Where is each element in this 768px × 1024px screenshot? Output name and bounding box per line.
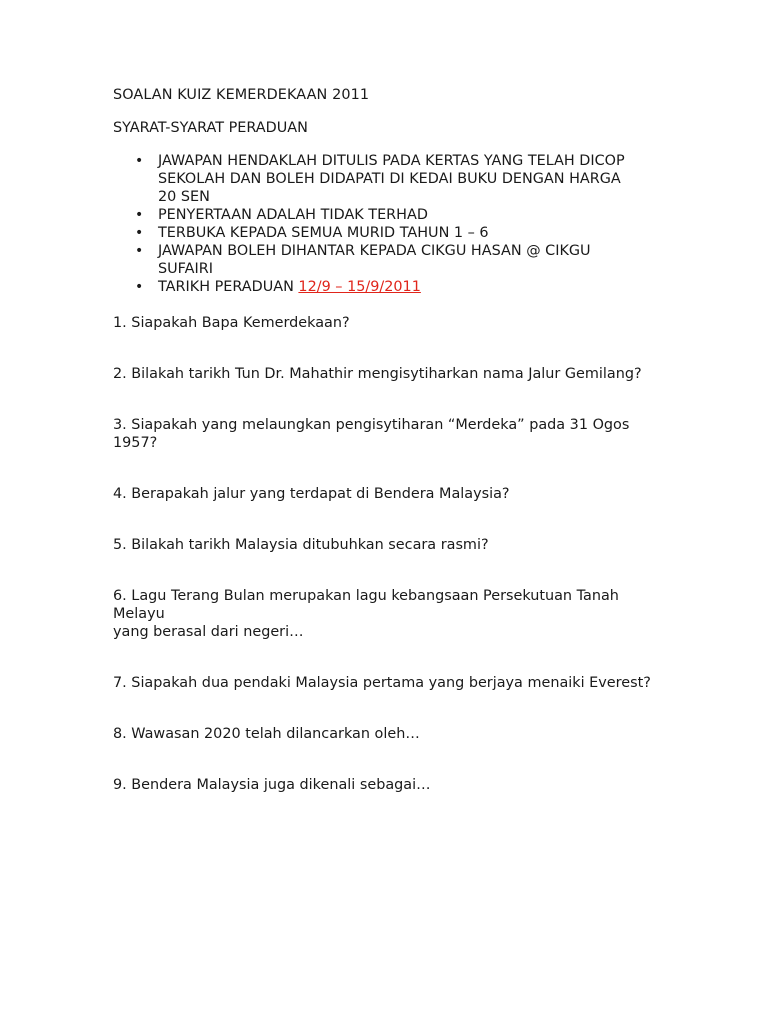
rule-item — [113, 242, 673, 278]
rule-text: JAWAPAN BOLEH DIHANTAR KEPADA CIKGU HASAN @ CIKGU SUFAIRI — [158, 243, 591, 277]
date-rule-label: TARIKH PERADUAN — [158, 279, 299, 295]
document-page — [113, 86, 673, 827]
question-item: 5. Bilakah tarikh Malaysia ditubuhkan secara rasmi? — [113, 537, 489, 553]
rules-list — [113, 152, 673, 296]
question-item: 2. Bilakah tarikh Tun Dr. Mahathir mengisytiharkan nama Jalur Gemilang? — [113, 366, 642, 382]
question-item: 3. Siapakah yang melaungkan pengisytiharan “Merdeka” pada 31 Ogos 1957? — [113, 417, 630, 451]
rules-heading: SYARAT-SYARAT PERADUAN — [113, 120, 308, 136]
rule-text — [158, 278, 628, 296]
question-item: 1. Siapakah Bapa Kemerdekaan? — [113, 315, 350, 331]
bullet-icon: • — [135, 225, 144, 241]
rule-text: JAWAPAN HENDAKLAH DITULIS PADA KERTAS YANG TELAH DICOP SEKOLAH DAN BOLEH DIDAPATI DI KEDAI BUKU DENGAN HARGA 20 SEN — [158, 153, 625, 205]
document-title: SOALAN KUIZ KEMERDEKAAN 2011 — [113, 87, 370, 103]
question-item: 4. Berapakah jalur yang terdapat di Bendera Malaysia? — [113, 486, 510, 502]
rule-item — [113, 152, 673, 206]
rule-item — [113, 224, 673, 242]
question-item: 7. Siapakah dua pendaki Malaysia pertama yang berjaya menaiki Everest? — [113, 675, 651, 691]
question-item: 6. Lagu Terang Bulan merupakan lagu kebangsaan Persekutuan Tanah Melayu yang berasal dari negeri… — [113, 588, 619, 640]
date-range-value: 12/9 – 15/9/2011 — [298, 279, 421, 295]
bullet-icon: • — [135, 207, 144, 223]
rule-item-date — [113, 278, 673, 296]
bullet-icon: • — [135, 279, 144, 295]
questions-list — [113, 314, 673, 794]
bullet-icon: • — [135, 153, 144, 169]
question-item: 8. Wawasan 2020 telah dilancarkan oleh… — [113, 726, 420, 742]
question-item: 9. Bendera Malaysia juga dikenali sebagai… — [113, 777, 431, 793]
rule-text: PENYERTAAN ADALAH TIDAK TERHAD — [158, 207, 428, 223]
rule-text: TERBUKA KEPADA SEMUA MURID TAHUN 1 – 6 — [158, 225, 489, 241]
bullet-icon: • — [135, 243, 144, 259]
rule-item — [113, 206, 673, 224]
